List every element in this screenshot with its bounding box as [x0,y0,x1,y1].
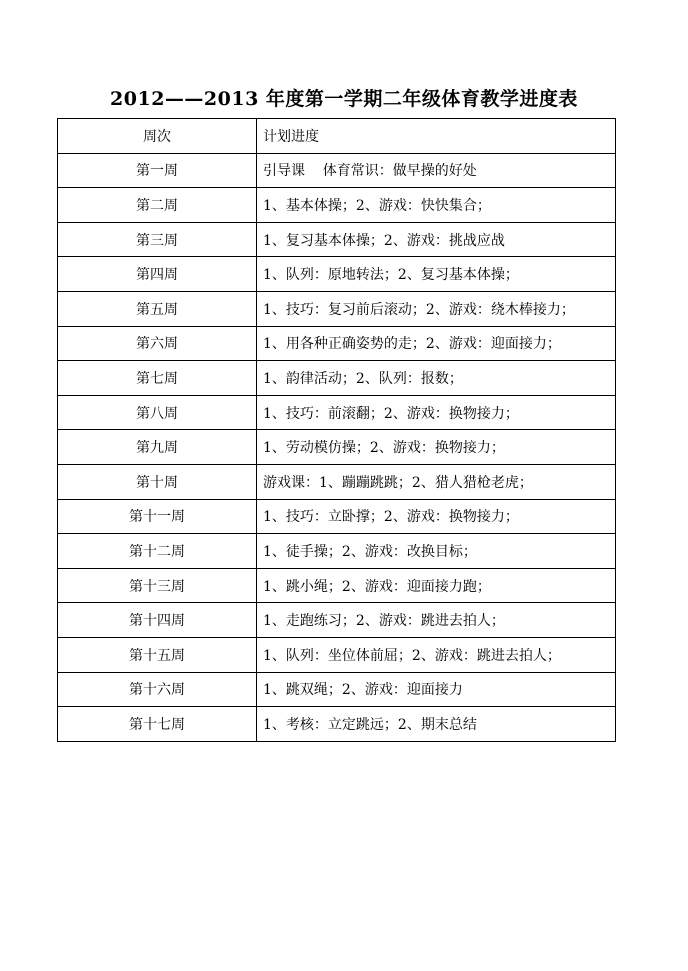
table-header-row [58,119,616,154]
week-cell: 第十七周 [58,707,257,742]
table-row [58,430,616,465]
week-cell: 第三周 [58,222,257,257]
plan-cell: 1、技巧：前滚翻；2、游戏：换物接力； [257,395,616,430]
plan-cell: 1、韵律活动；2、队列：报数； [257,361,616,396]
plan-cell: 1、技巧：复习前后滚动；2、游戏：绕木棒接力； [257,291,616,326]
table-row [58,222,616,257]
table-row [58,568,616,603]
table-row [58,534,616,569]
week-cell: 第八周 [58,395,257,430]
week-cell: 第十五周 [58,637,257,672]
plan-cell: 1、队列：原地转法；2、复习基本体操； [257,257,616,292]
table-row [58,672,616,707]
table-row [58,603,616,638]
plan-cell: 1、徒手操；2、游戏：改换目标； [257,534,616,569]
plan-cell: 1、复习基本体操；2、游戏：挑战应战 [257,222,616,257]
plan-cell: 1、技巧：立卧撑；2、游戏：换物接力； [257,499,616,534]
table-row [58,291,616,326]
week-cell: 第十周 [58,464,257,499]
plan-cell: 1、跳双绳；2、游戏：迎面接力 [257,672,616,707]
week-cell: 第五周 [58,291,257,326]
table-row [58,395,616,430]
table-row [58,257,616,292]
plan-cell: 1、基本体操；2、游戏：快快集合； [257,188,616,223]
header-plan: 计划进度 [257,119,616,154]
week-cell: 第十六周 [58,672,257,707]
week-cell: 第六周 [58,326,257,361]
table-row [58,361,616,396]
plan-cell: 1、队列：坐位体前屈；2、游戏：跳进去拍人； [257,637,616,672]
week-cell: 第四周 [58,257,257,292]
table-row [58,188,616,223]
week-cell: 第一周 [58,153,257,188]
table-row [58,499,616,534]
week-cell: 第十一周 [58,499,257,534]
table-row [58,707,616,742]
table-row [58,326,616,361]
week-cell: 第十三周 [58,568,257,603]
plan-cell: 游戏课：1、蹦蹦跳跳；2、猎人猎枪老虎； [257,464,616,499]
table-row [58,637,616,672]
week-cell: 第七周 [58,361,257,396]
header-week: 周次 [58,119,257,154]
plan-cell: 引导课 体育常识：做早操的好处 [257,153,616,188]
plan-cell: 1、考核：立定跳远；2、期末总结 [257,707,616,742]
schedule-table [57,118,616,742]
plan-cell: 1、劳动模仿操；2、游戏：换物接力； [257,430,616,465]
week-cell: 第十四周 [58,603,257,638]
week-cell: 第十二周 [58,534,257,569]
table-row [58,153,616,188]
plan-cell: 1、用各种正确姿势的走；2、游戏：迎面接力； [257,326,616,361]
week-cell: 第二周 [58,188,257,223]
plan-cell: 1、跳小绳；2、游戏：迎面接力跑； [257,568,616,603]
week-cell: 第九周 [58,430,257,465]
plan-cell: 1、走跑练习；2、游戏：跳进去拍人； [257,603,616,638]
page-title: 2012——2013 年度第一学期二年级体育教学进度表 [110,88,578,110]
table-row [58,464,616,499]
